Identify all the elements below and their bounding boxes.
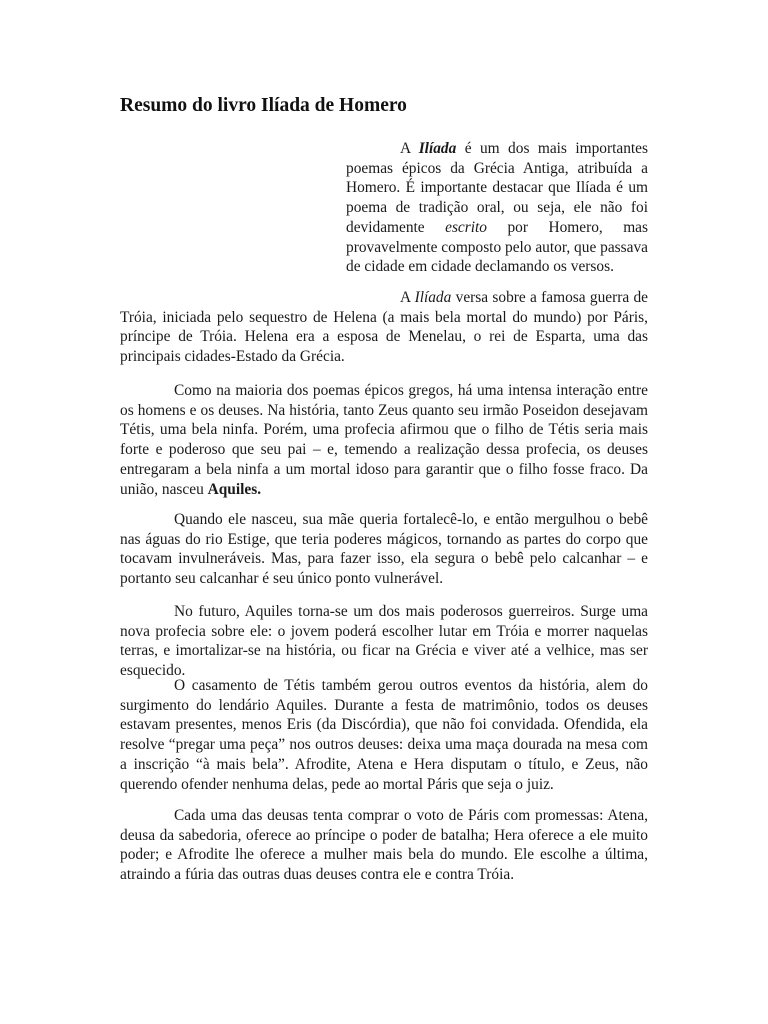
paragraph-iliada-intro: [346, 139, 648, 277]
text-run: A: [400, 140, 419, 157]
text-run: Cada uma das deusas tenta comprar o voto de Páris com promessas: Atena, deusa da sabedoria, oferece ao príncipe o poder de batalha; Hera oferece a ele muito poder; e Afrodite lhe oferece a mulher mais bela do mundo. Ele escolhe a última, atraindo a fúria das outras duas deuses contra ele e contra Tróia.: [120, 807, 648, 884]
text-run: A: [400, 289, 415, 306]
document-title: Resumo do livro Ilíada de Homero: [120, 95, 407, 116]
text-run: é um dos mais importantes poemas épicos da Grécia Antiga, atribuída a Homero. É importante destacar que Ilíada é um poema de tradição oral, ou seja, ele não foi devidamente: [346, 140, 648, 236]
text-run: Como na maioria dos poemas épicos gregos, há uma intensa interação entre os homens e os deuses. Na história, tanto Zeus quanto seu irmão Poseidon desejavam Tétis, uma bela ninfa. Porém, uma profecia afirmou que o filho de Tétis seria mais forte e poderoso que seu pai – e, temendo a realização dessa profecia, os deuses entregaram a bela ninfa a um mortal idoso para garantir que o filho fosse fraco. Da união, nasceu: [120, 382, 648, 498]
text-run-escrito-italic: escrito: [445, 218, 487, 236]
paragraph-nova-profecia: [120, 602, 648, 681]
text-run-iliada-italic: Ilíada: [414, 289, 452, 306]
text-run-aquiles-bold: Aquiles.: [207, 480, 262, 498]
paragraph-casamento-de-tetis: [120, 676, 648, 794]
text-run: No futuro, Aquiles torna-se um dos mais poderosos guerreiros. Surge uma nova profecia sobre ele: o jovem poderá escolher lutar em Tróia e morrer naquelas terras, e imortalizar-se na história, ou ficar na Grécia e viver até a velhice, mas ser esquecido.: [120, 603, 648, 680]
text-run: versa sobre a famosa guerra de Tróia, iniciada pelo sequestro de Helena (a mais bela mortal do mundo) por Páris, príncipe de Tróia. Helena era a esposa de Menelau, o rei de Esparta, uma das principais cidades-Estado da Grécia.: [120, 289, 648, 366]
text-run: por Homero, mas provavelmente composto pelo autor, que passava de cidade em cidade declamando os versos.: [346, 218, 648, 276]
text-run: Quando ele nasceu, sua mãe queria fortalecê-lo, e então mergulhou o bebê nas águas do rio Estige, que teria poderes mágicos, tornando as partes do corpo que tocavam invulneráveis. Mas, para fazer isso, ela segura o bebê pelo calcanhar – e portanto seu calcanhar é seu único ponto vulnerável.: [120, 511, 648, 588]
paragraph-guerra-de-troia: [120, 288, 648, 367]
text-run-iliada-bold-italic: Ilíada: [418, 140, 457, 157]
text-run: O casamento de Tétis também gerou outros eventos da história, alem do surgimento do lendário Aquiles. Durante a festa de matrimônio, todos os deuses estavam presentes, menos Eris (da Discórdia), que não foi convidada. Ofendida, ela resolve “pregar uma peça” nos outros deuses: deixa uma maça dourada na mesa com a inscrição “à mais bela”. Afrodite, Atena e Hera disputam o título, e Zeus, não querendo ofender nenhuma delas, pede ao mortal Páris que seja o juiz.: [120, 677, 648, 793]
paragraph-voto-de-paris: [120, 806, 648, 885]
paragraph-rio-estige: [120, 510, 648, 589]
paragraph-deuses-e-tetis: [120, 381, 648, 499]
